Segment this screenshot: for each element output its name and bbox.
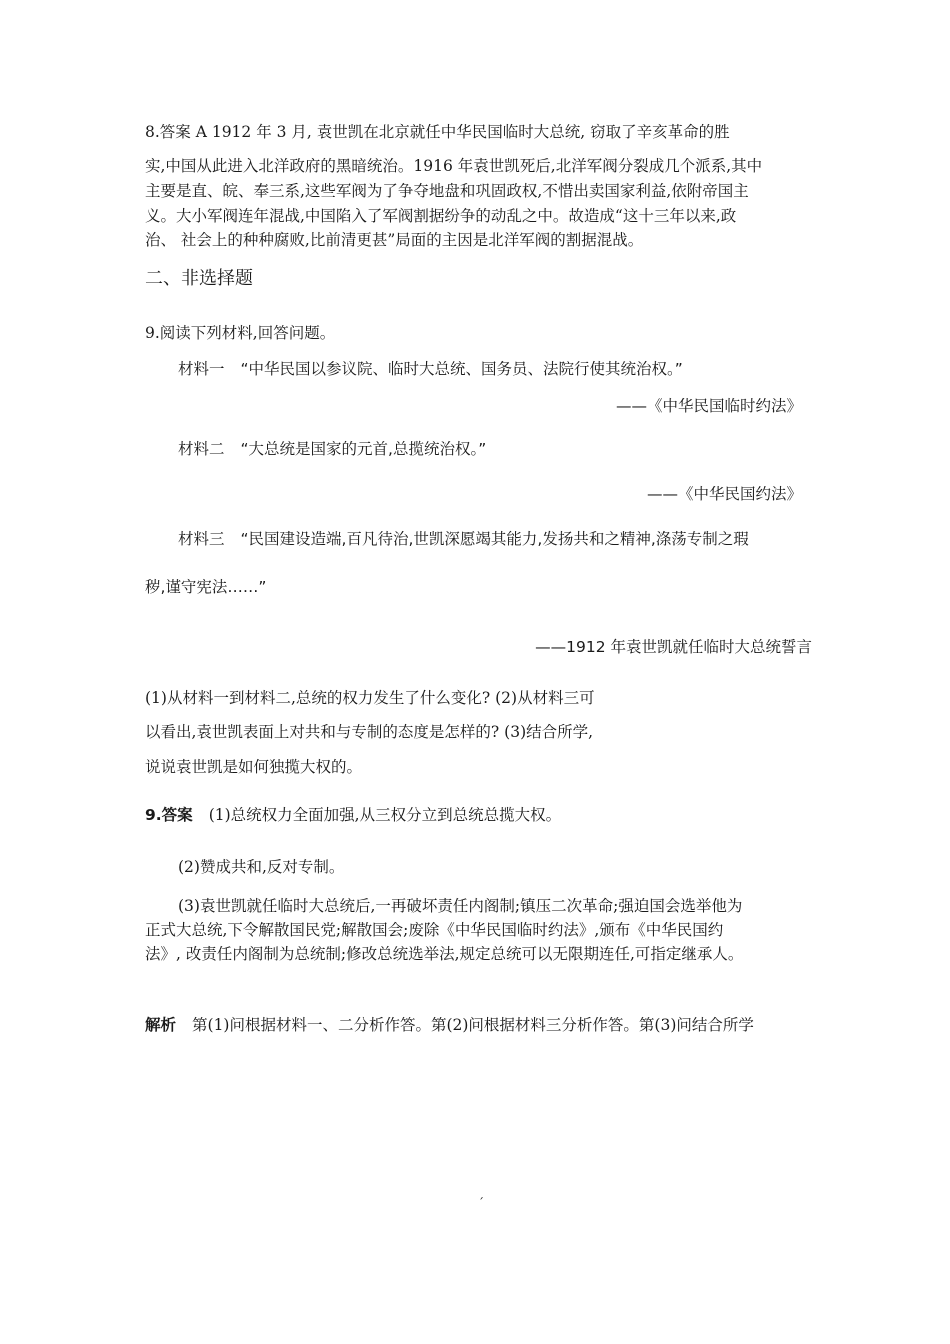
paragraph-line: 实,中国从此进入北洋政府的黑暗统治。1916 年袁世凯死后,北洋军阀分裂成几个派系,其中	[145, 157, 763, 175]
material-label: 材料一	[178, 360, 225, 378]
paragraph-line: 义。大小军阀连年混战,中国陷入了军阀割据纷争的动乱之中。故造成“这十三年以来,政	[145, 207, 737, 225]
analysis-text: 第(1)问根据材料一、二分析作答。第(2)问根据材料三分析作答。第(3)问结合所学	[192, 1016, 754, 1034]
material-3	[178, 528, 749, 550]
material-label: 材料二	[178, 440, 225, 458]
paragraph-line: 治、 社会上的种种腐败,比前清更甚”局面的主因是北洋军阀的割据混战。	[145, 231, 644, 249]
answer-line-2: (2)赞成共和,反对专制。	[178, 858, 345, 876]
previous-answer-cut-line	[145, 121, 825, 141]
material-1	[178, 358, 683, 380]
previous-answer-text: 8.答案 A 1912 年 3 月, 袁世凯在北京就任中华民国临时大总统, 窃取了辛亥革命的胜	[145, 123, 730, 141]
answer-line-3-cont: 法》, 改责任内阁制为总统制;修改总统选举法,规定总统可以无限期连任,可指定继承人。	[145, 945, 744, 963]
material-3-quote-cont: 秽,谨守宪法……”	[145, 578, 267, 596]
question-line: 说说袁世凯是如何独揽大权的。	[145, 758, 363, 776]
material-quote: “民国建设造端,百凡待治,世凯深愿竭其能力,发扬共和之精神,涤荡专制之瑕	[240, 530, 749, 548]
answer-line-3: (3)袁世凯就任临时大总统后,一再破坏责任内阁制;镇压二次革命;强迫国会选举他为	[178, 897, 743, 915]
material-2	[178, 438, 486, 460]
question-intro: 9.阅读下列材料,回答问题。	[145, 324, 336, 342]
analysis-line	[145, 1014, 754, 1037]
question-line: 以看出,袁世凯表面上对共和与专制的态度是怎样的? (3)结合所学,	[145, 723, 594, 741]
footer-mark: ˊ	[478, 1196, 484, 1210]
material-1-source: ——《中华民国临时约法》	[615, 397, 802, 415]
question-line: (1)从材料一到材料二,总统的权力发生了什么变化? (2)从材料三可	[145, 689, 595, 707]
material-2-source: ——《中华民国约法》	[646, 485, 802, 503]
material-quote: “大总统是国家的元首,总揽统治权。”	[240, 440, 487, 458]
material-3-source: ——1912 年袁世凯就任临时大总统誓言	[535, 638, 812, 656]
answer-line-1	[145, 804, 561, 827]
answer-label: 9.答案	[145, 806, 193, 824]
paragraph-line: 主要是直、皖、奉三系,这些军阀为了争夺地盘和巩固政权,不惜出卖国家利益,依附帝国主	[145, 182, 749, 200]
material-quote: “中华民国以参议院、临时大总统、国务员、法院行使其统治权。”	[240, 360, 683, 378]
answer-line-3-cont: 正式大总统,下令解散国民党;解散国会;废除《中华民国临时约法》,颁布《中华民国约	[145, 921, 724, 939]
answer-text: (1)总统权力全面加强,从三权分立到总统总揽大权。	[208, 806, 562, 824]
section-heading: 二、非选择题	[145, 268, 253, 289]
material-label: 材料三	[178, 530, 225, 548]
analysis-label: 解析	[145, 1016, 177, 1034]
